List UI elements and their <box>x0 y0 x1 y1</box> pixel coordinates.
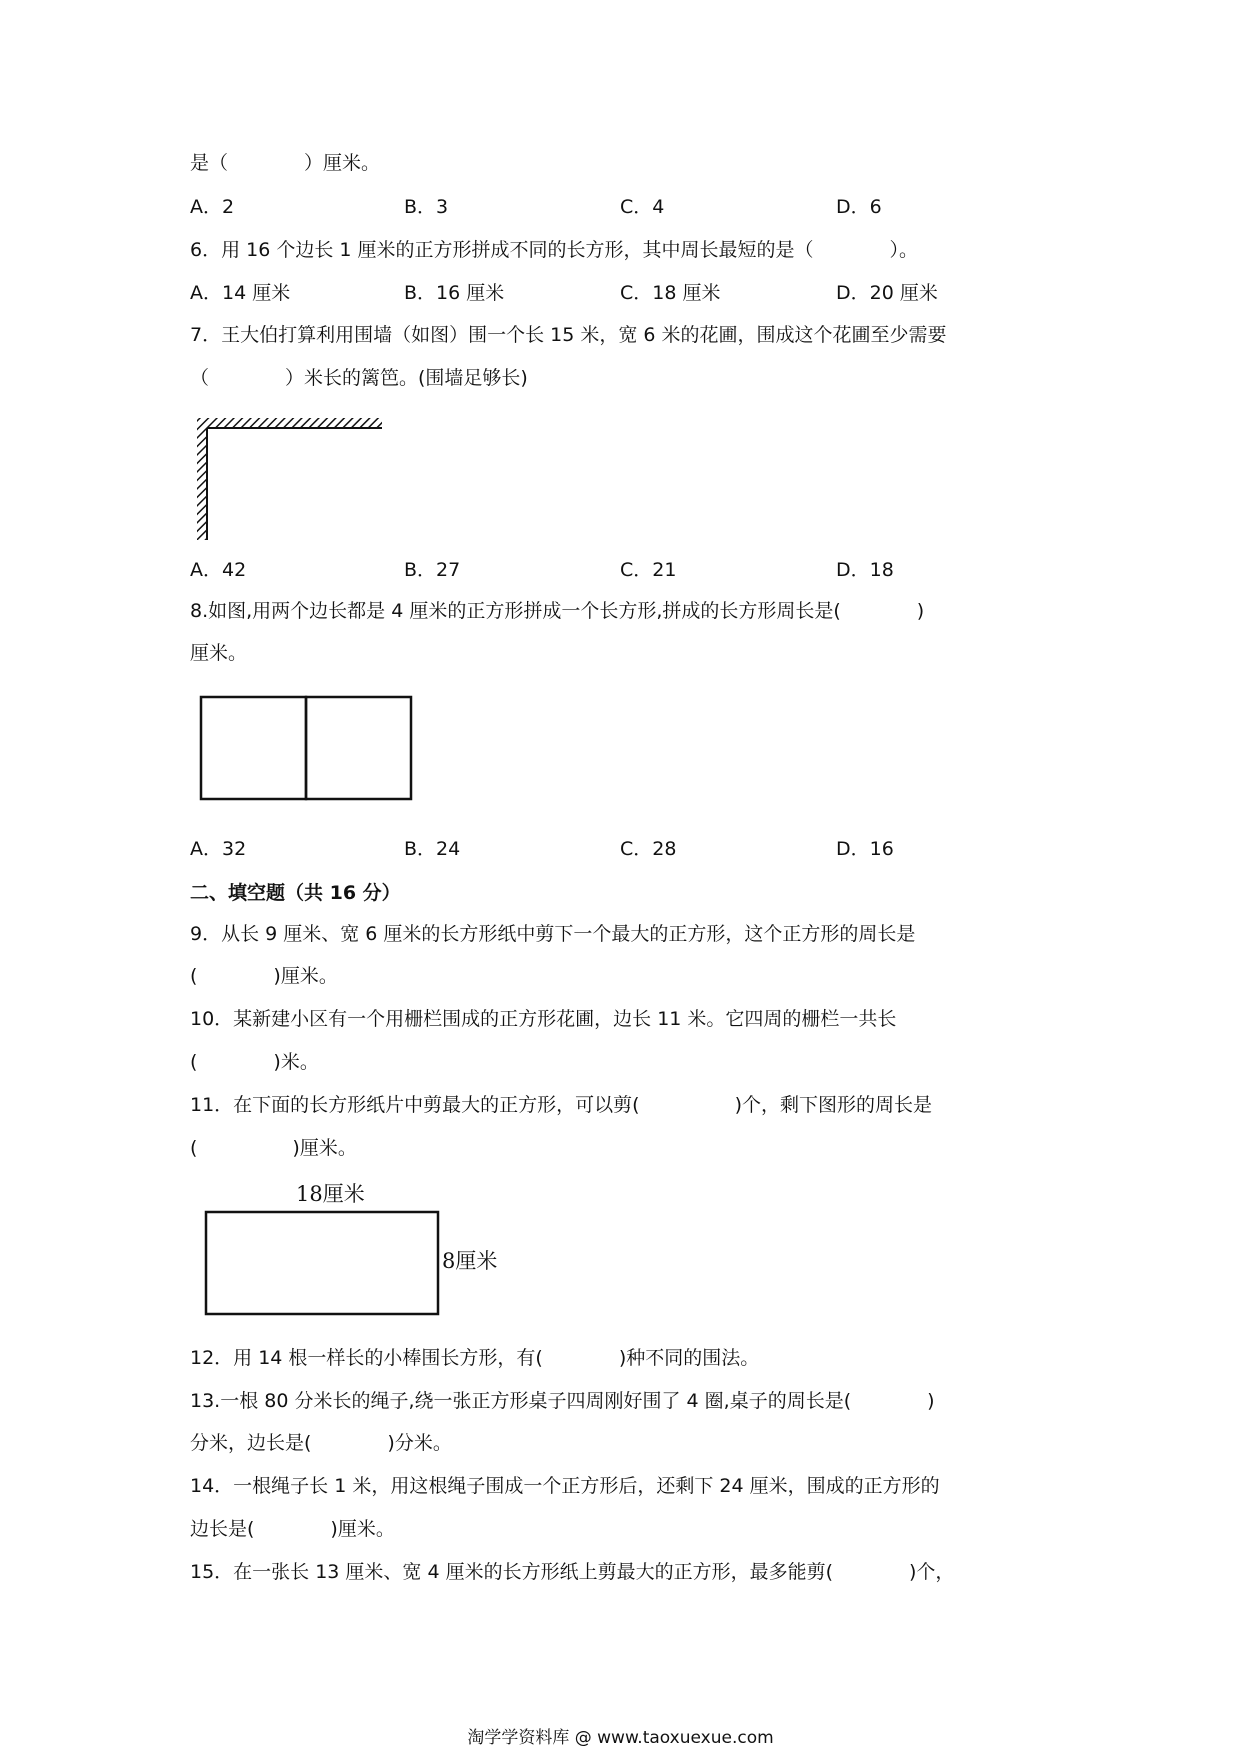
q11-line1: 11．在下面的长方形纸片中剪最大的正方形，可以剪( )个，剩下图形的周长是 <box>190 1094 933 1116</box>
q7-option-a: A．42 <box>190 559 247 581</box>
q8-squares-figure <box>196 692 416 804</box>
q8-option-a: A．32 <box>190 838 247 860</box>
q7-stem-line1: 7．王大伯打算利用围墙（如图）围一个长 15 米，宽 6 米的花圃，围成这个花圃至少需要 <box>190 324 947 346</box>
q7-option-c: C．21 <box>620 559 677 581</box>
q5-option-d: D．6 <box>836 196 882 218</box>
q8-option-d: D．16 <box>836 838 894 860</box>
q11-rectangle-figure <box>202 1208 442 1318</box>
q5-stem-tail: 是（ ）厘米。 <box>190 152 381 174</box>
q6-stem: 6．用 16 个边长 1 厘米的正方形拼成不同的长方形，其中周长最短的是（ ）。 <box>190 239 919 261</box>
q15-line1: 15．在一张长 13 厘米、宽 4 厘米的长方形纸上剪最大的正方形，最多能剪( )个， <box>190 1561 955 1583</box>
q7-wall-side <box>197 418 207 540</box>
q14-line2: 边长是( )厘米。 <box>190 1518 395 1540</box>
footer-watermark: 淘学学资料库 @ www.taoxuexue.com <box>467 1728 774 1748</box>
q10-line1: 10．某新建小区有一个用栅栏围成的正方形花圃，边长 11 米。它四周的栅栏一共长 <box>190 1008 897 1030</box>
q12-line1: 12．用 14 根一样长的小棒围长方形，有( )种不同的围法。 <box>190 1347 760 1369</box>
q8-stem-line1: 8.如图,用两个边长都是 4 厘米的正方形拼成一个长方形,拼成的长方形周长是( ) <box>190 600 925 622</box>
q6-option-d: D．20 厘米 <box>836 282 938 304</box>
q9-line1: 9．从长 9 厘米、宽 6 厘米的长方形纸中剪下一个最大的正方形，这个正方形的周长是 <box>190 923 916 945</box>
q7-option-b: B．27 <box>404 559 461 581</box>
q11-line2: ( )厘米。 <box>190 1137 357 1159</box>
q7-wall-figure <box>190 410 390 540</box>
q7-stem-line2: （ ）米长的篱笆。(围墙足够长) <box>190 367 528 389</box>
q11-rectangle <box>206 1212 438 1314</box>
q7-wall-top <box>207 418 382 428</box>
q6-option-a: A．14 厘米 <box>190 282 291 304</box>
q5-option-c: C．4 <box>620 196 665 218</box>
q13-line1: 13.一根 80 分米长的绳子,绕一张正方形桌子四周刚好围了 4 圈,桌子的周长是( ) <box>190 1390 935 1412</box>
q6-option-b: B．16 厘米 <box>404 282 505 304</box>
q11-figure-width-label: 8厘米 <box>442 1249 498 1273</box>
q8-option-c: C．28 <box>620 838 677 860</box>
q10-line2: ( )米。 <box>190 1051 319 1073</box>
q8-square-left <box>201 697 306 799</box>
q6-option-c: C．18 厘米 <box>620 282 721 304</box>
q8-stem-line2: 厘米。 <box>190 642 248 664</box>
q11-figure-length-label: 18厘米 <box>296 1182 365 1206</box>
q13-line2: 分米，边长是( )分米。 <box>190 1432 452 1454</box>
q9-line2: ( )厘米。 <box>190 965 338 987</box>
section-title-fill-in: 二、填空题（共 16 分） <box>190 882 401 904</box>
q5-option-b: B．3 <box>404 196 449 218</box>
q8-option-b: B．24 <box>404 838 461 860</box>
q8-square-right <box>306 697 411 799</box>
q7-option-d: D．18 <box>836 559 894 581</box>
q14-line1: 14．一根绳子长 1 米，用这根绳子围成一个正方形后，还剩下 24 厘米，围成的正方形的 <box>190 1475 940 1497</box>
q5-option-a: A．2 <box>190 196 235 218</box>
